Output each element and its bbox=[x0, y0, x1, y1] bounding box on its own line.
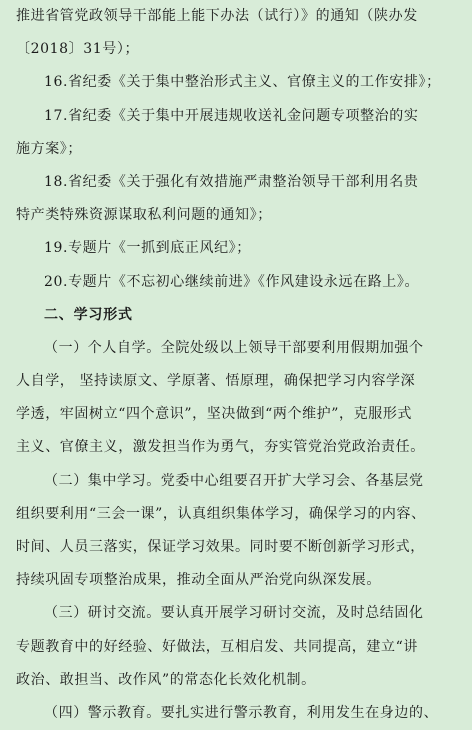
text-line: 时间、人员三落实，保证学习效果。同时要不断创新学习形式， bbox=[16, 539, 425, 555]
paragraph-group-study: （二）集中学习。党委中心组要召开扩大学习会、各基层党 bbox=[44, 472, 424, 489]
text-line: 〔2018〕31号）； bbox=[16, 41, 140, 58]
text-line: 施方案》； bbox=[16, 140, 82, 157]
text-line: 人自学， 坚持读原文、学原著、悟原理，确保把学习内容学深 bbox=[16, 373, 416, 390]
paragraph-warning-education: （四）警示教育。要扎实进行警示教育，利用发生在身边的、 bbox=[44, 704, 439, 721]
paragraph-discussion: （三）研讨交流。要认真开展学习研讨交流，及时总结固化 bbox=[44, 605, 424, 622]
text-line: 持续巩固专项整治成果，推动全面从严治党向纵深发展。 bbox=[16, 572, 381, 589]
text-line: 主义、官僚主义，激发担当作为勇气，夯实管党治党政治责任。 bbox=[16, 439, 425, 456]
text-line: 学透，牢固树立“四个意识”，坚决做到“两个维护”，克服形式 bbox=[16, 406, 413, 423]
list-item-16: 16.省纪委《关于集中整治形式主义、官僚主义的工作安排》； bbox=[44, 74, 441, 91]
list-item-20: 20.专题片《不忘初心继续前进》《作风建设永远在路上》。 bbox=[44, 273, 420, 290]
list-item-18: 18.省纪委《关于强化有效措施严肃整治领导干部利用名贵 bbox=[44, 173, 419, 190]
text-line: 组织要利用“三会一课”，认真组织集体学习，确保学习的内容、 bbox=[16, 505, 426, 522]
text-line: 政治、敢担当、改作风”的常态化长效化机制。 bbox=[16, 671, 316, 688]
text-line: 专题教育中的好经验、好做法，互相启发、共同提高，建立“讲 bbox=[16, 638, 418, 655]
list-item-19: 19.专题片《一抓到底正风纪》； bbox=[44, 240, 251, 257]
paragraph-self-study: （一）个人自学。全院处级以上领导干部要利用假期加强个 bbox=[44, 339, 424, 356]
section-heading: 二、学习形式 bbox=[44, 306, 133, 323]
text-line: 特产类特殊资源谋取私利问题的通知》； bbox=[16, 207, 272, 224]
text-line: 推进省管党政领导干部能上能下办法（试行）》的通知（陕办发 bbox=[16, 8, 418, 24]
list-item-17: 17.省纪委《关于集中开展违规收送礼金问题专项整治的实 bbox=[44, 107, 419, 124]
